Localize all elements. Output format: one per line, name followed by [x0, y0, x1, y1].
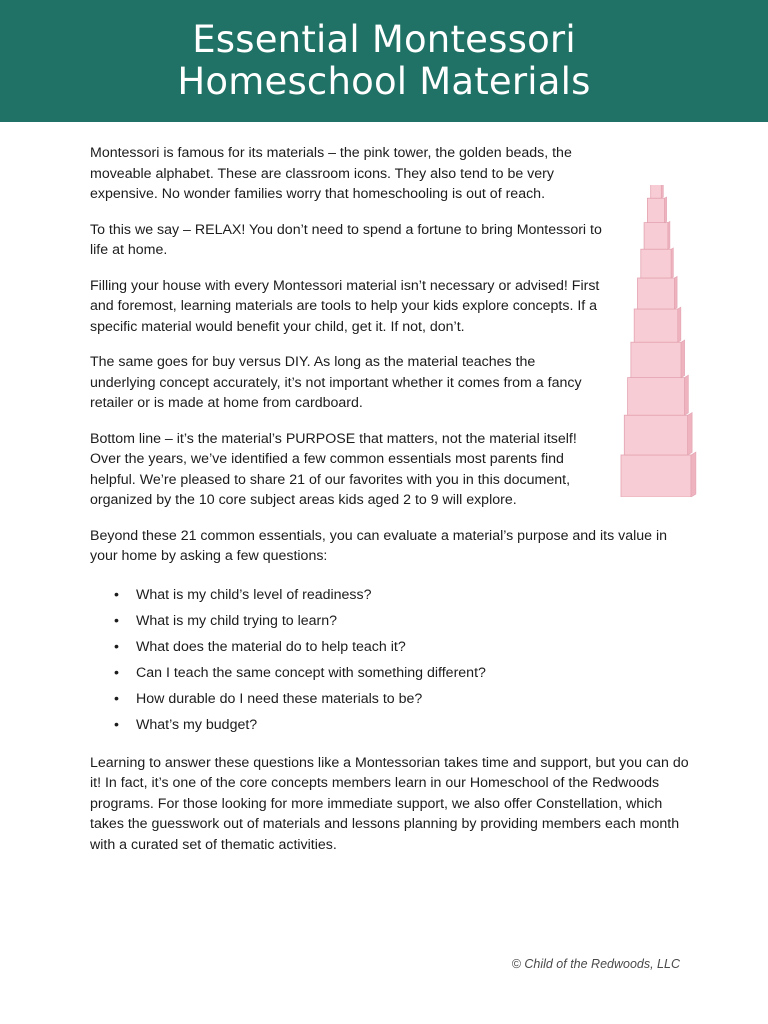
list-item: • What does the material do to help teach it?: [114, 634, 690, 660]
tower-cube-1: [651, 185, 664, 198]
article-body: [90, 143, 690, 870]
relax-paragraph: To this we say – RELAX! You don’t need to spend a fortune to bring Montessori to life at home.: [90, 221, 602, 258]
tower-cube-3: [644, 221, 670, 249]
intro-paragraph: Montessori is famous for its materials – the pink tower, the golden beads, the moveable alphabet. These are classroom icons. They also tend to be very expensive. No wonder families worry that homeschooling is out of reach.: [90, 145, 572, 202]
bottom-line-paragraph: Bottom line – it’s the material’s PURPOSE that matters, not the material itself! Over the years, we’ve identified a few common essentials most parents find helpful. We’re pleased to share 21 of our favorites with you in this document, organized by the 10 core subject areas kids aged 2 to 9 will explore.: [90, 430, 577, 508]
tower-cube-5: [638, 276, 678, 309]
tower-cube-6: [634, 307, 681, 342]
questions-list: [90, 582, 690, 738]
questions-intro-paragraph: Beyond these 21 common essentials, you can evaluate a material’s purpose and its value in your home by asking a few questions:: [90, 527, 668, 564]
list-item: • What is my child’s level of readiness?: [114, 582, 690, 608]
list-item: • How durable do I need these materials to be?: [114, 686, 690, 712]
tower-cube-4: [641, 248, 674, 278]
tower-cube-2: [647, 197, 666, 223]
copyright-notice: © Child of the Redwoods, LLC: [511, 957, 680, 971]
pink-tower-illustration: [610, 185, 710, 497]
list-item: • What is my child trying to learn?: [114, 608, 690, 634]
tower-cube-10: [621, 452, 696, 497]
page-title-line-1: Essential Montessori: [192, 18, 576, 61]
closing-paragraph: Learning to answer these questions like a Montessorian takes time and support, but you can do it! In fact, it’s one of the core concepts members learn in our Homeschool of the Redwoods programs. For those looking for more immediate support, we also offer Constellation, which takes the guesswork out of materials and lessons planning by providing members each month with a curated set of thematic activities.: [90, 754, 689, 853]
title-banner: [0, 0, 768, 122]
tower-cube-9: [624, 413, 692, 455]
page-title-line-2: Homeschool Materials: [177, 60, 591, 103]
buy-vs-diy-paragraph: The same goes for buy versus DIY. As long as the material teaches the underlying concept accurately, it’s not important whether it comes from a fancy retailer or is made at home from cardboard.: [90, 354, 582, 411]
list-item: • What’s my budget?: [114, 712, 690, 738]
tower-cube-7: [631, 340, 685, 378]
filling-house-paragraph: Filling your house with every Montessori material isn’t necessary or advised! First and foremost, learning materials are tools to help your kids explore concepts. If a specific material would benefit your child, get it. If not, don’t.: [90, 277, 600, 335]
tower-cube-8: [628, 375, 689, 415]
list-item: • Can I teach the same concept with something different?: [114, 660, 690, 686]
